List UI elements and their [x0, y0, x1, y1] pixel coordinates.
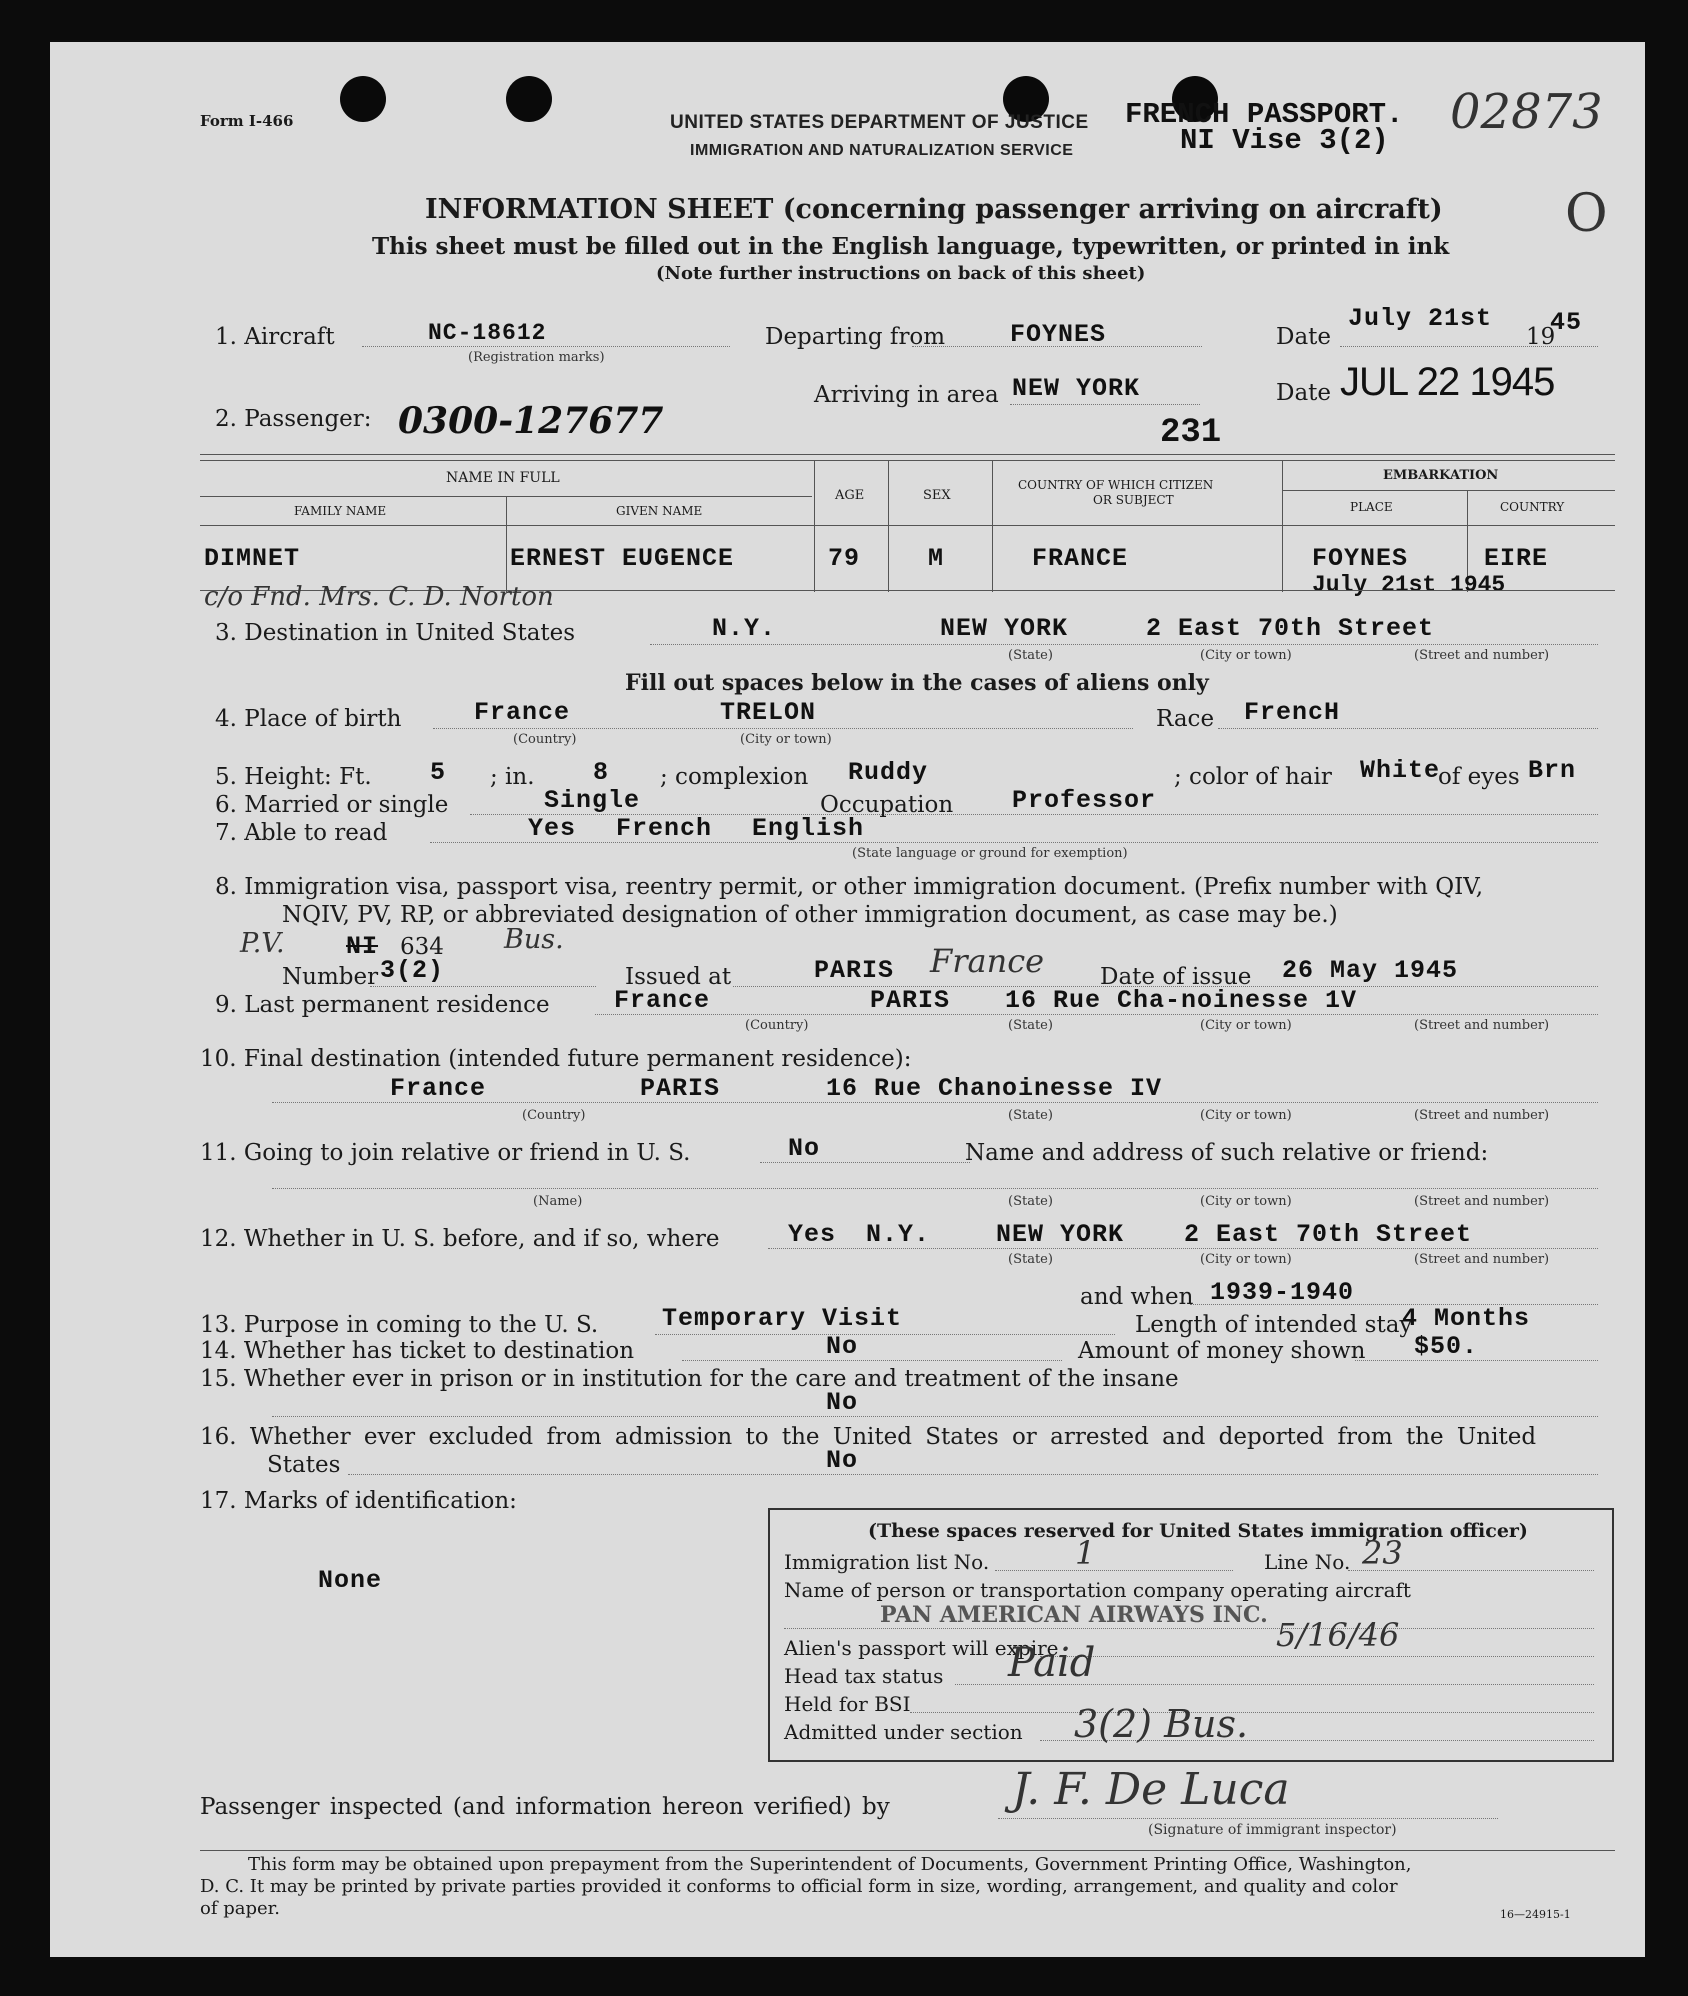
aircraft-caption: (Registration marks)	[468, 350, 605, 365]
cell-embark-date: July 21st 1945	[1312, 572, 1506, 598]
residence-street[interactable]: 16 Rue Cha-noinesse 1V	[1005, 986, 1358, 1015]
instruction-1: This sheet must be filled out in the English language, typewritten, or printed in ink	[372, 233, 1450, 260]
line-value: 23	[1362, 1534, 1403, 1572]
destination-street[interactable]: 2 East 70th Street	[1146, 614, 1435, 643]
departing-label: Departing from	[765, 324, 946, 350]
visa-typed-ni: NI	[346, 932, 379, 961]
issued-label: Issued at	[625, 964, 732, 990]
ticket-label: 14. Whether has ticket to destination	[200, 1338, 635, 1364]
purpose-value[interactable]: Temporary Visit	[662, 1304, 903, 1333]
visa-handwritten-pv: P.V.	[240, 928, 285, 959]
eyes-label: of eyes	[1438, 764, 1520, 790]
cell-sex[interactable]: M	[928, 544, 945, 573]
agency-line-2: IMMIGRATION AND NATURALIZATION SERVICE	[690, 142, 1074, 159]
stamp-line-2: NI Vise 3(2)	[1180, 124, 1389, 157]
head-tax-value: Paid	[1008, 1640, 1096, 1686]
height-in[interactable]: 8	[593, 758, 610, 787]
residence-label: 9. Last permanent residence	[215, 992, 550, 1018]
before-label: 12. Whether in U. S. before, and if so, where	[200, 1226, 720, 1252]
destination-state[interactable]: N.Y.	[712, 614, 777, 643]
residence-cap-country: (Country)	[745, 1018, 809, 1033]
head-tax-label: Head tax status	[784, 1664, 944, 1688]
residence-cap-city: (City or town)	[1200, 1018, 1292, 1033]
company-stamp: PAN AMERICAN AIRWAYS INC.	[880, 1602, 1268, 1628]
join-label: 11. Going to join relative or friend in U. S.	[200, 1140, 691, 1166]
residence-country[interactable]: France	[614, 986, 711, 1015]
marks-label: 17. Marks of identification:	[200, 1488, 517, 1514]
height-ft[interactable]: 5	[430, 758, 447, 787]
join-cap-state: (State)	[1008, 1194, 1053, 1209]
when-label: and when	[1080, 1284, 1194, 1310]
issued-handwritten-france: France	[930, 942, 1045, 980]
married-label: 6. Married or single	[215, 792, 449, 818]
officer-box-heading: (These spaces reserved for United States immigration officer)	[868, 1520, 1528, 1542]
passport-expire-label: Alien's passport will expire	[784, 1636, 1059, 1660]
cell-given-name[interactable]: ERNEST EUGENCE	[510, 544, 735, 573]
before-value[interactable]: Yes	[788, 1220, 837, 1249]
footer-line-3: of paper.	[200, 1898, 280, 1919]
prison-value[interactable]: No	[826, 1388, 859, 1417]
height-in-label: ; in.	[490, 764, 535, 790]
instruction-2: (Note further instructions on back of this sheet)	[656, 263, 1146, 284]
agency-line-1: UNITED STATES DEPARTMENT OF JUSTICE	[670, 112, 1089, 133]
final-cap-street: (Street and number)	[1414, 1108, 1550, 1123]
residence-cap-street: (Street and number)	[1414, 1018, 1550, 1033]
complexion-label: ; complexion	[660, 764, 809, 790]
table-place: PLACE	[1350, 500, 1393, 514]
before-state[interactable]: N.Y.	[866, 1220, 931, 1249]
money-value[interactable]: $50.	[1414, 1332, 1479, 1361]
destination-cap-state: (State)	[1008, 648, 1053, 663]
prison-label: 15. Whether ever in prison or in institution for the care and treatment of the insane	[200, 1366, 1179, 1392]
before-street[interactable]: 2 East 70th Street	[1184, 1220, 1473, 1249]
birth-label: 4. Place of birth	[215, 706, 402, 732]
before-cap-state: (State)	[1008, 1252, 1053, 1267]
destination-city[interactable]: NEW YORK	[940, 614, 1069, 643]
page-title: INFORMATION SHEET (concerning passenger arriving on aircraft)	[425, 194, 1443, 225]
visa-line-1: 8. Immigration visa, passport visa, reentry permit, or other immigration document. (Prefix number with QIV,	[215, 874, 1484, 900]
footer-line-1: This form may be obtained upon prepayment from the Superintendent of Documents, Government Printing Office, Washington,	[248, 1854, 1412, 1875]
join-value[interactable]: No	[788, 1134, 821, 1163]
visa-number-label: Number	[282, 964, 379, 990]
handwritten-mark: O	[1565, 184, 1608, 244]
hair-value[interactable]: White	[1360, 756, 1441, 785]
table-country: COUNTRY	[1500, 500, 1565, 514]
height-label: 5. Height: Ft.	[215, 764, 372, 790]
money-label: Amount of money shown	[1078, 1338, 1366, 1364]
aircraft-value[interactable]: NC-18612	[428, 320, 547, 346]
handwritten-number: 02873	[1450, 84, 1603, 140]
excluded-value[interactable]: No	[826, 1446, 859, 1475]
join-cap-city: (City or town)	[1200, 1194, 1292, 1209]
visa-line-2: NQIV, PV, RP, or abbreviated designation of other immigration document, as case may be.)	[282, 902, 1338, 928]
final-cap-state: (State)	[1008, 1108, 1053, 1123]
date-suffix[interactable]: 45	[1550, 308, 1583, 337]
company-label: Name of person or transportation company operating aircraft	[784, 1578, 1411, 1602]
excluded-line-1: 16. Whether ever excluded from admission to the United States or arrested and deported from the United	[200, 1424, 1537, 1450]
issue-date[interactable]: 26 May 1945	[1282, 956, 1459, 985]
inspector-caption: (Signature of immigrant inspector)	[1148, 1822, 1397, 1838]
birth-cap-city: (City or town)	[740, 732, 832, 747]
when-value[interactable]: 1939-1940	[1210, 1278, 1355, 1307]
final-cap-city: (City or town)	[1200, 1108, 1292, 1123]
visa-634: 634	[400, 934, 444, 960]
aircraft-label: 1. Aircraft	[215, 324, 335, 350]
visa-number[interactable]: 3(2)	[380, 956, 445, 985]
table-name-in-full: NAME IN FULL	[446, 470, 560, 486]
read-label: 7. Able to read	[215, 820, 388, 846]
table-sex: SEX	[923, 488, 951, 503]
inspector-signature: J. F. De Luca	[1012, 1764, 1290, 1815]
destination-cap-city: (City or town)	[1200, 648, 1292, 663]
cell-citizen[interactable]: FRANCE	[1032, 544, 1129, 573]
final-cap-country: (Country)	[522, 1108, 586, 1123]
form-number: Form I-466	[200, 112, 294, 130]
date-label: Date	[1276, 324, 1332, 350]
race-label: Race	[1156, 706, 1215, 732]
issue-date-label: Date of issue	[1100, 964, 1252, 990]
cell-place[interactable]: FOYNES	[1312, 544, 1409, 573]
join-cap-name: (Name)	[533, 1194, 583, 1209]
departure-date[interactable]: July 21st	[1348, 304, 1493, 333]
before-city[interactable]: NEW YORK	[996, 1220, 1125, 1249]
aliens-note: Fill out spaces below in the cases of aliens only	[625, 670, 1209, 696]
cell-country[interactable]: EIRE	[1484, 544, 1549, 573]
destination-label: 3. Destination in United States	[215, 620, 576, 646]
birth-country[interactable]: France	[474, 698, 571, 727]
purpose-label: 13. Purpose in coming to the U. S.	[200, 1312, 599, 1338]
arrival-date-label: Date	[1276, 380, 1332, 406]
join-name-label: Name and address of such relative or friend:	[965, 1140, 1489, 1166]
passenger-label: 2. Passenger:	[215, 406, 372, 432]
stay-label: Length of intended stay	[1135, 1312, 1413, 1338]
footer-code: 16—24915-1	[1500, 1908, 1571, 1921]
residence-city[interactable]: PARIS	[870, 986, 951, 1015]
read-value[interactable]: Yes French English	[528, 814, 865, 843]
read-caption: (State language or ground for exemption)	[852, 846, 1128, 861]
final-label: 10. Final destination (intended future permanent residence):	[200, 1046, 912, 1072]
race-value[interactable]: FrencH	[1244, 698, 1341, 727]
table-family-name: FAMILY NAME	[294, 504, 387, 518]
occupation-label: Occupation	[820, 792, 954, 818]
stay-value[interactable]: 4 Months	[1402, 1304, 1531, 1333]
residence-cap-state: (State)	[1008, 1018, 1053, 1033]
departing-value[interactable]: FOYNES	[1010, 320, 1107, 349]
list-label: Immigration list No.	[784, 1550, 990, 1574]
section-label: Admitted under section	[784, 1720, 1023, 1744]
birth-city[interactable]: TRELON	[720, 698, 817, 727]
birth-cap-country: (Country)	[513, 732, 577, 747]
bsi-label: Held for BSI	[784, 1692, 911, 1716]
care-of-handwritten: c/o Fnd. Mrs. C. D. Norton	[204, 582, 554, 612]
information-sheet	[50, 42, 1645, 1957]
passport-expire-value: 5/16/46	[1276, 1616, 1400, 1654]
join-cap-street: (Street and number)	[1414, 1194, 1550, 1209]
visa-handwritten-bus: Bus.	[504, 924, 564, 955]
inspected-label: Passenger inspected (and information hereon verified) by	[200, 1794, 890, 1820]
issued-value[interactable]: PARIS	[814, 956, 895, 985]
arriving-label: Arriving in area	[814, 382, 999, 408]
section-value: 3(2) Bus.	[1074, 1702, 1249, 1746]
table-age: AGE	[835, 488, 865, 503]
punch-hole-1	[340, 76, 386, 122]
final-city[interactable]: PARIS	[640, 1074, 721, 1103]
arrival-date-stamp: JUL 22 1945	[1340, 360, 1555, 404]
occupation-value[interactable]: Professor	[1012, 786, 1157, 815]
arriving-value[interactable]: NEW YORK	[1012, 374, 1141, 403]
final-country[interactable]: France	[390, 1074, 487, 1103]
complexion-value[interactable]: Ruddy	[848, 758, 929, 787]
table-embarkation: EMBARKATION	[1383, 468, 1499, 483]
date-prefix: 19	[1526, 324, 1556, 350]
table-given-name: GIVEN NAME	[616, 504, 703, 518]
destination-cap-street: (Street and number)	[1414, 648, 1550, 663]
ticket-value[interactable]: No	[826, 1332, 859, 1361]
final-street[interactable]: 16 Rue Chanoinesse IV	[826, 1074, 1163, 1103]
list-value: 1	[1075, 1534, 1096, 1572]
line-label: Line No.	[1264, 1550, 1351, 1574]
passenger-handwritten-number: 0300-127677	[398, 400, 664, 442]
table-or-subject: OR SUBJECT	[1093, 493, 1174, 507]
table-country-citizen: COUNTRY OF WHICH CITIZEN	[1018, 478, 1214, 492]
cell-age[interactable]: 79	[828, 544, 861, 573]
passenger-number: 231	[1160, 414, 1222, 452]
before-cap-street: (Street and number)	[1414, 1252, 1550, 1267]
excluded-line-2: States	[267, 1452, 341, 1478]
stamp-line-1: FRENCH PASSPORT.	[1125, 98, 1404, 131]
marks-value[interactable]: None	[318, 1566, 383, 1595]
before-cap-city: (City or town)	[1200, 1252, 1292, 1267]
hair-label: ; color of hair	[1174, 764, 1332, 790]
married-value[interactable]: Single	[544, 786, 641, 815]
punch-hole-2	[506, 76, 552, 122]
footer-line-2: D. C. It may be printed by private parties provided it conforms to official form in size, wording, arrangement, and quality and color	[200, 1876, 1398, 1897]
cell-family-name[interactable]: DIMNET	[204, 544, 301, 573]
eyes-value[interactable]: Brn	[1528, 756, 1577, 785]
